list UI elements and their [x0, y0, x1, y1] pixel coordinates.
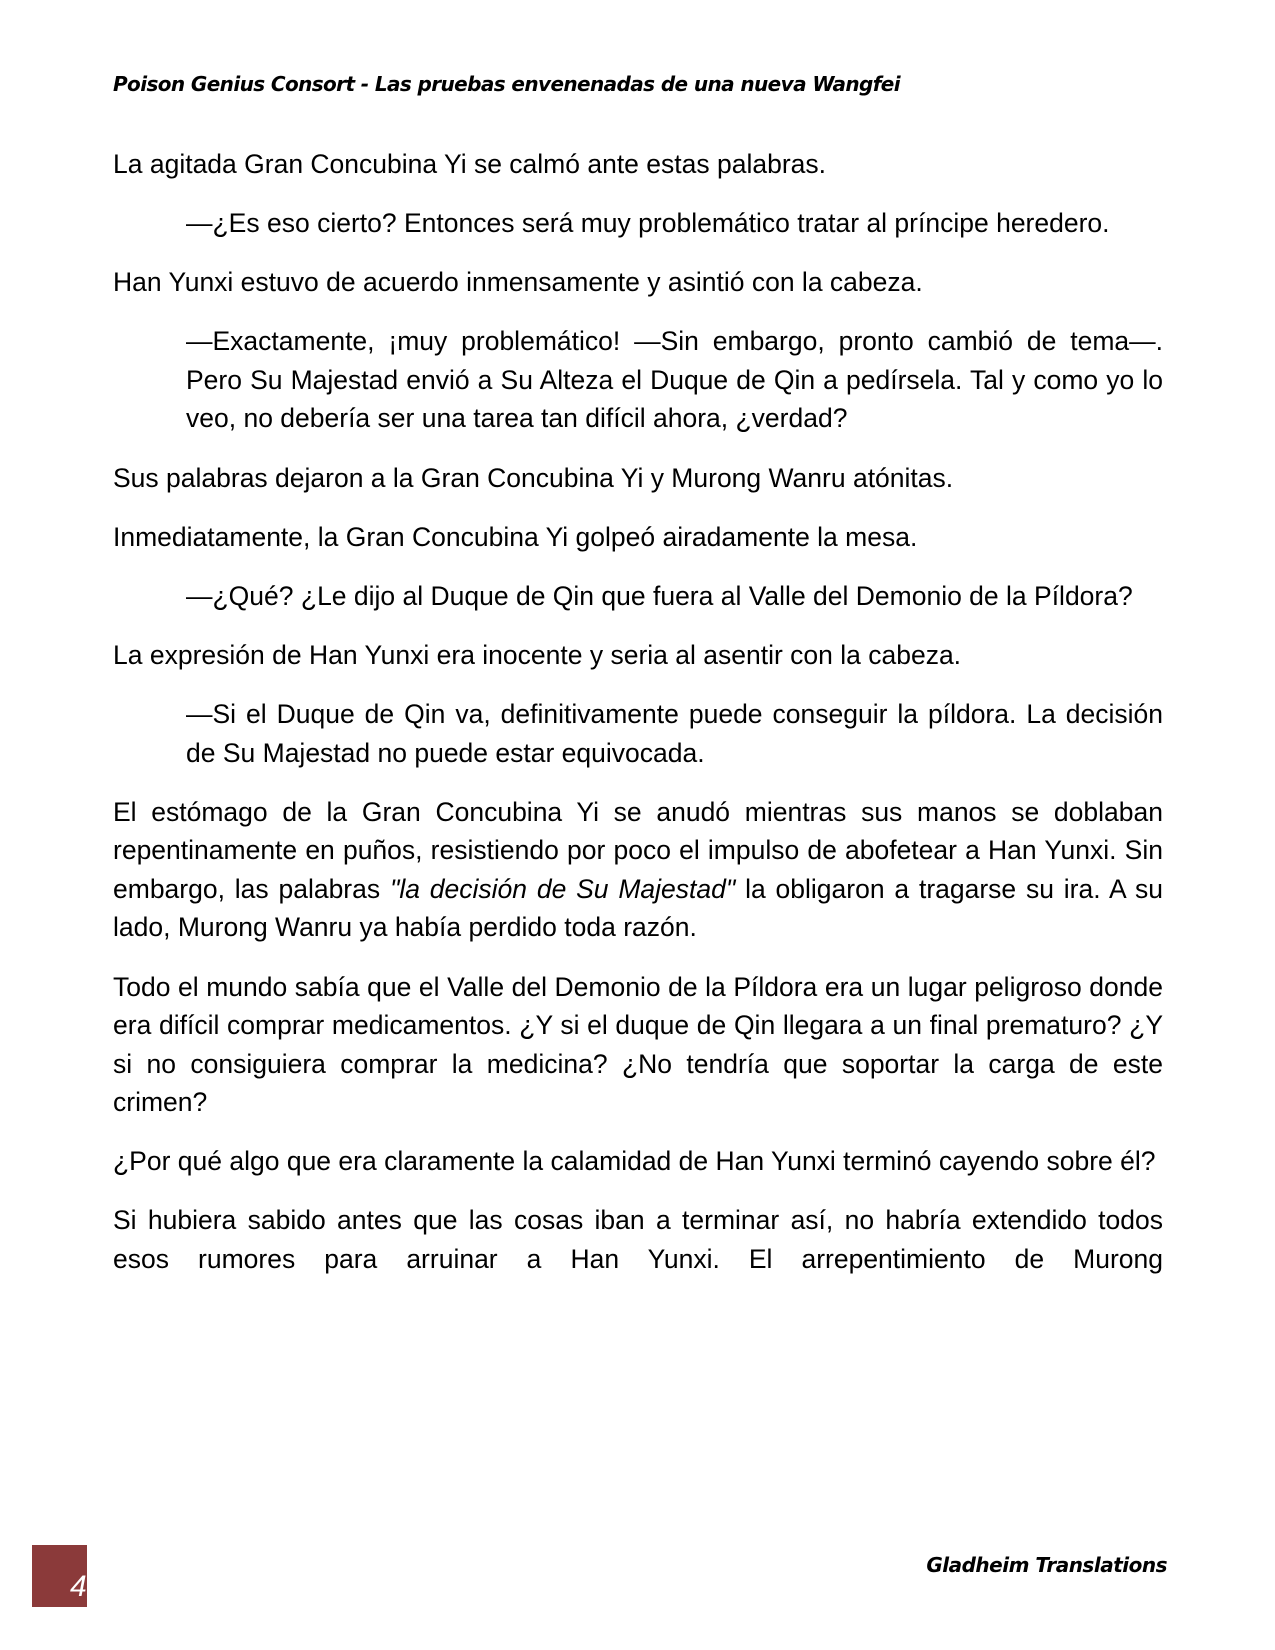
chapter-body	[113, 145, 1163, 1299]
italic-quote: "la decisión de Su Majestad"	[389, 873, 736, 904]
paragraph-dialog: —¿Qué? ¿Le dijo al Duque de Qin que fuera al Valle del Demonio de la Píldora?	[186, 580, 1133, 611]
paragraph-dialog: —Exactamente, ¡muy problemático! —Sin embargo, pronto cambió de tema—. Pero Su Majestad envió a Su Alteza el Duque de Qin a pedírsela. Tal y como yo lo veo, no debería ser una tarea tan difícil ahora, ¿verdad?	[186, 326, 1163, 434]
paragraph-narration	[113, 793, 1163, 947]
paragraph-dialog: —¿Es eso cierto? Entonces será muy problemático tratar al príncipe heredero.	[186, 208, 1110, 239]
paragraph-narration: La expresión de Han Yunxi era inocente y seria al asentir con la cabeza.	[113, 639, 962, 670]
paragraph-narration: Si hubiera sabido antes que las cosas iban a terminar así, no habría extendido todos esos rumores para arruinar a Han Yunxi. El arrepentimiento de Murong	[113, 1205, 1163, 1275]
paragraph-text-after: la obligaron a tragarse su ira. A su lado, Murong Wanru ya había perdido toda razón.	[113, 873, 1163, 943]
paragraph-narration: Han Yunxi estuvo de acuerdo inmensamente y asintió con la cabeza.	[113, 267, 923, 298]
paragraph-dialog: —Si el Duque de Qin va, definitivamente puede conseguir la píldora. La decisión de Su Majestad no puede estar equivocada.	[186, 698, 1163, 768]
running-header: Poison Genius Consort - Las pruebas envenenadas de una nueva Wangfei	[113, 72, 901, 96]
paragraph-narration: Inmediatamente, la Gran Concubina Yi golpeó airadamente la mesa.	[113, 521, 918, 552]
paragraph-narration: La agitada Gran Concubina Yi se calmó ante estas palabras.	[113, 149, 827, 179]
footer-credit: Gladheim Translations	[926, 1553, 1167, 1577]
paragraph-text-before: El estómago de la Gran Concubina Yi se anudó mientras sus manos se doblaban repentinamente en puños, resistiendo por poco el impulso de abofetear a Han Yunxi. Sin embargo, las palabras	[113, 796, 1163, 904]
paragraph-narration: Sus palabras dejaron a la Gran Concubina Yi y Murong Wanru atónitas.	[113, 462, 954, 493]
paragraph-narration: Todo el mundo sabía que el Valle del Demonio de la Píldora era un lugar peligroso donde era difícil comprar medicamentos. ¿Y si el duque de Qin llegara a un final prematuro? ¿Y si no consiguiera comprar la medicina? ¿No tendría que soportar la carga de este crimen?	[113, 971, 1163, 1118]
paragraph-narration: ¿Por qué algo que era claramente la calamidad de Han Yunxi terminó cayendo sobre él?	[113, 1146, 1156, 1177]
footer-rule	[32, 1604, 87, 1607]
page-number: 4	[70, 1570, 87, 1603]
